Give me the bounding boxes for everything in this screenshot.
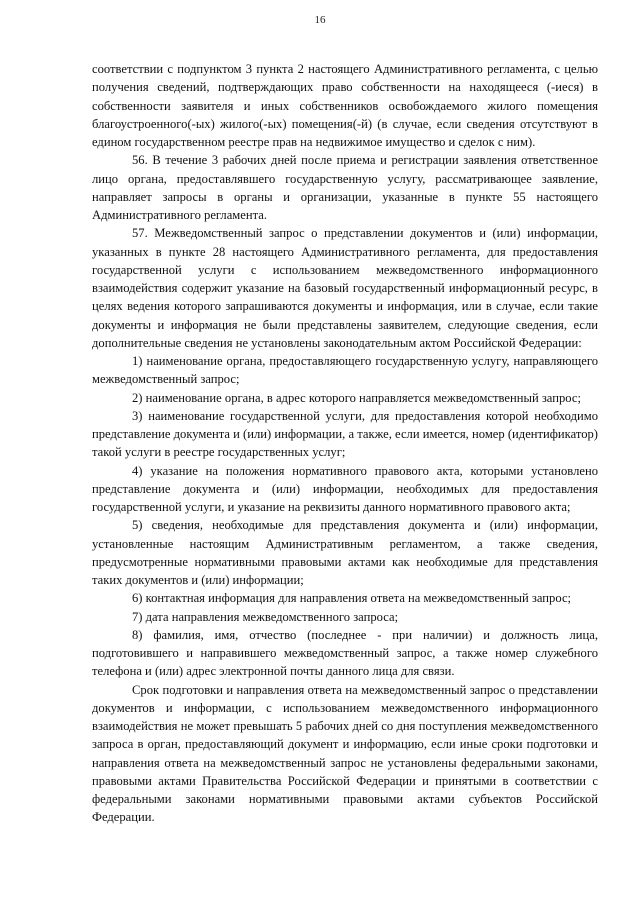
paragraph-57: 57. Межведомственный запрос о представлении документов и (или) информации, указанных в пункте 28 настоящего Административного регламента, для предоставления государственной услуги с использованием межведомственного информационного взаимодействия содержит указание на базовый государственный информационный ресурс, в целях ведения которого запрашиваются документы и информация, или в случае, если такие документы и информация не были представлены заявителем, следующие сведения, если дополнительные сведения не установлены законодательным актом Российской Федерации: (92, 226, 598, 350)
list-item-6: 6) контактная информация для направления ответа на межведомственный запрос; (132, 591, 572, 606)
paragraph-continuation: соответствии с подпунктом 3 пункта 2 настоящего Административного регламента, с целью получения сведений, подтверждающих право собственности на находящееся (-иеся) в собственности заявителя и иных собственников освобождаемого жилого помещения благоустроенного(-ых) жилого(-ых) помещения(-й) (в случае, если сведения отсутствуют в едином государственном реестре прав на недвижимое имущество и сделок с ним). (92, 62, 598, 149)
document-body (92, 60, 598, 827)
list-item-3: 3) наименование государственной услуги, для предоставления которой необходимо представление документа и (или) информации, а также, если имеется, номер (идентификатор) такой услуги в реестре государственных услуг; (92, 408, 598, 460)
list-item-2: 2) наименование органа, в адрес которого направляется межведомственный запрос; (132, 390, 581, 405)
list-item-8: 8) фамилия, имя, отчество (последнее - при наличии) и должность лица, подготовившего и направившего межведомственный запрос, а также номер служебного телефона и (или) адрес электронной почты данного лица для связи. (92, 627, 598, 679)
list-item-7: 7) дата направления межведомственного запроса; (132, 609, 399, 624)
paragraph-response-deadline: Срок подготовки и направления ответа на межведомственный запрос о представлении документов и информации, с использованием межведомственного информационного взаимодействия не может превышать 5 рабочих дней со дня поступления межведомственного запроса в орган, предоставляющий документ и информацию, если иные сроки подготовки и направления ответа на межведомственный запрос не установлены федеральными законами, правовыми актами Правительства Российской Федерации и принятыми в соответствии с федеральными законами нормативными правовыми актами субъектов Российской Федерации. (92, 682, 598, 825)
paragraph-56: 56. В течение 3 рабочих дней после приема и регистрации заявления ответственное лицо органа, предоставлявшего государственную услугу, рассматривающее заявление, направляет запросы в органы и организации, указанные в пункте 55 настоящего Административного регламента. (92, 153, 598, 222)
list-item-1: 1) наименование органа, предоставляющего государственную услугу, направляющего межведомственный запрос; (92, 354, 598, 387)
list-item-5: 5) сведения, необходимые для представления документа и (или) информации, установленные настоящим Административным регламентом, а также сведения, предусмотренные нормативными правовыми актами как необходимые для представления таких документов и (или) информации; (92, 518, 598, 587)
page-number: 16 (314, 14, 326, 26)
list-item-4: 4) указание на положения нормативного правового акта, которыми установлено представление документа и (или) информации, необходимых для предоставления государственной услуги, и указание на реквизиты данного нормативного правового акта; (92, 463, 598, 514)
